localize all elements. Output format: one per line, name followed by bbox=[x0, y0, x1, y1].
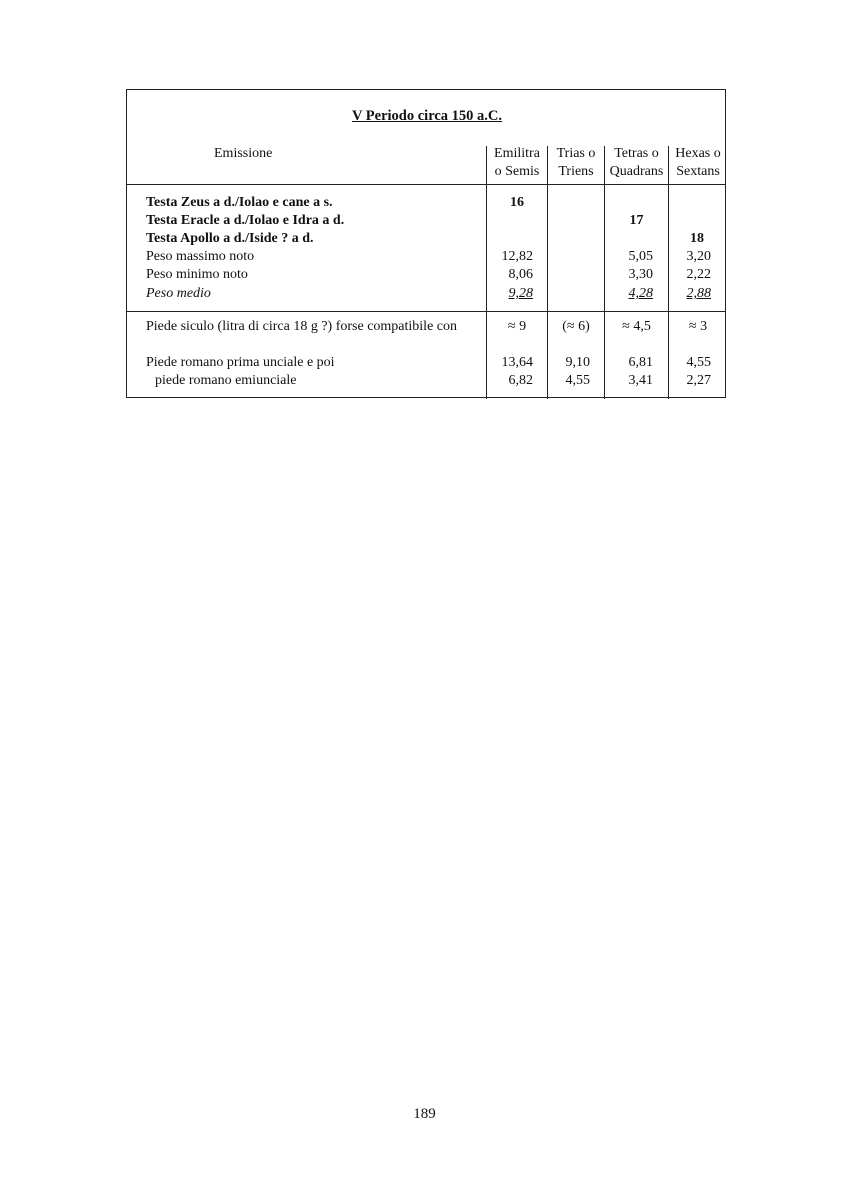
weight-value: 12,82 bbox=[501, 249, 533, 264]
standard-label: Piede romano prima unciale e poi bbox=[146, 355, 335, 370]
weight-value: 5,05 bbox=[628, 249, 653, 264]
standard-value: 9,10 bbox=[565, 355, 590, 370]
standard-value: ≈ 4,5 bbox=[622, 319, 651, 334]
weight-value: 2,88 bbox=[686, 286, 711, 301]
col-header-tetras: Tetras o bbox=[614, 146, 659, 161]
col-header-trias-line2: Triens bbox=[558, 164, 594, 179]
emission-number: 17 bbox=[629, 213, 644, 228]
standard-label: piede romano emiunciale bbox=[155, 373, 297, 388]
standard-value: (≈ 6) bbox=[562, 319, 590, 334]
table-title: V Periodo circa 150 a.C. bbox=[351, 108, 503, 124]
standard-value: ≈ 3 bbox=[688, 319, 708, 334]
weight-value: 9,28 bbox=[508, 286, 533, 301]
col-header-tetras-line2: Quadrans bbox=[609, 164, 664, 179]
page-number: 189 bbox=[413, 1106, 436, 1122]
col-header-hexas: Hexas o bbox=[675, 146, 721, 161]
standard-value: 6,82 bbox=[508, 373, 533, 388]
standard-label: Piede siculo (litra di circa 18 g ?) forse compatibile con bbox=[146, 319, 458, 334]
standard-value: 4,55 bbox=[686, 355, 711, 370]
standard-value: 13,64 bbox=[501, 355, 533, 370]
emission-number: 18 bbox=[690, 231, 704, 246]
row-header-emissione: Emissione bbox=[214, 146, 273, 161]
weight-label: Peso massimo noto bbox=[146, 249, 255, 264]
weight-label: Peso minimo noto bbox=[146, 267, 248, 282]
col-header-emilitra: Emilitra bbox=[494, 146, 540, 161]
weight-label: Peso medio bbox=[146, 286, 211, 301]
col-header-emilitra-line2: o Semis bbox=[494, 164, 540, 179]
weight-value: 3,20 bbox=[686, 249, 711, 264]
emission-label: Testa Eracle a d./Iolao e Idra a d. bbox=[146, 213, 345, 228]
standard-value: 2,27 bbox=[686, 373, 711, 388]
emission-label: Testa Zeus a d./Iolao e cane a s. bbox=[146, 195, 333, 210]
header-divider bbox=[127, 184, 725, 185]
weight-value: 3,30 bbox=[628, 267, 653, 282]
standard-value: 6,81 bbox=[628, 355, 653, 370]
weight-value: 8,06 bbox=[508, 267, 533, 282]
standard-value: 4,55 bbox=[565, 373, 590, 388]
col-header-trias: Trias o bbox=[556, 146, 596, 161]
col-header-hexas-line2: Sextans bbox=[676, 164, 720, 179]
emission-label: Testa Apollo a d./Iside ? a d. bbox=[146, 231, 314, 246]
weight-value: 4,28 bbox=[628, 286, 653, 301]
standard-value: ≈ 9 bbox=[507, 319, 527, 334]
emission-number: 16 bbox=[510, 195, 524, 210]
weight-value: 2,22 bbox=[686, 267, 711, 282]
coin-table bbox=[126, 89, 726, 398]
standard-value: 3,41 bbox=[628, 373, 653, 388]
section-divider bbox=[127, 311, 725, 312]
